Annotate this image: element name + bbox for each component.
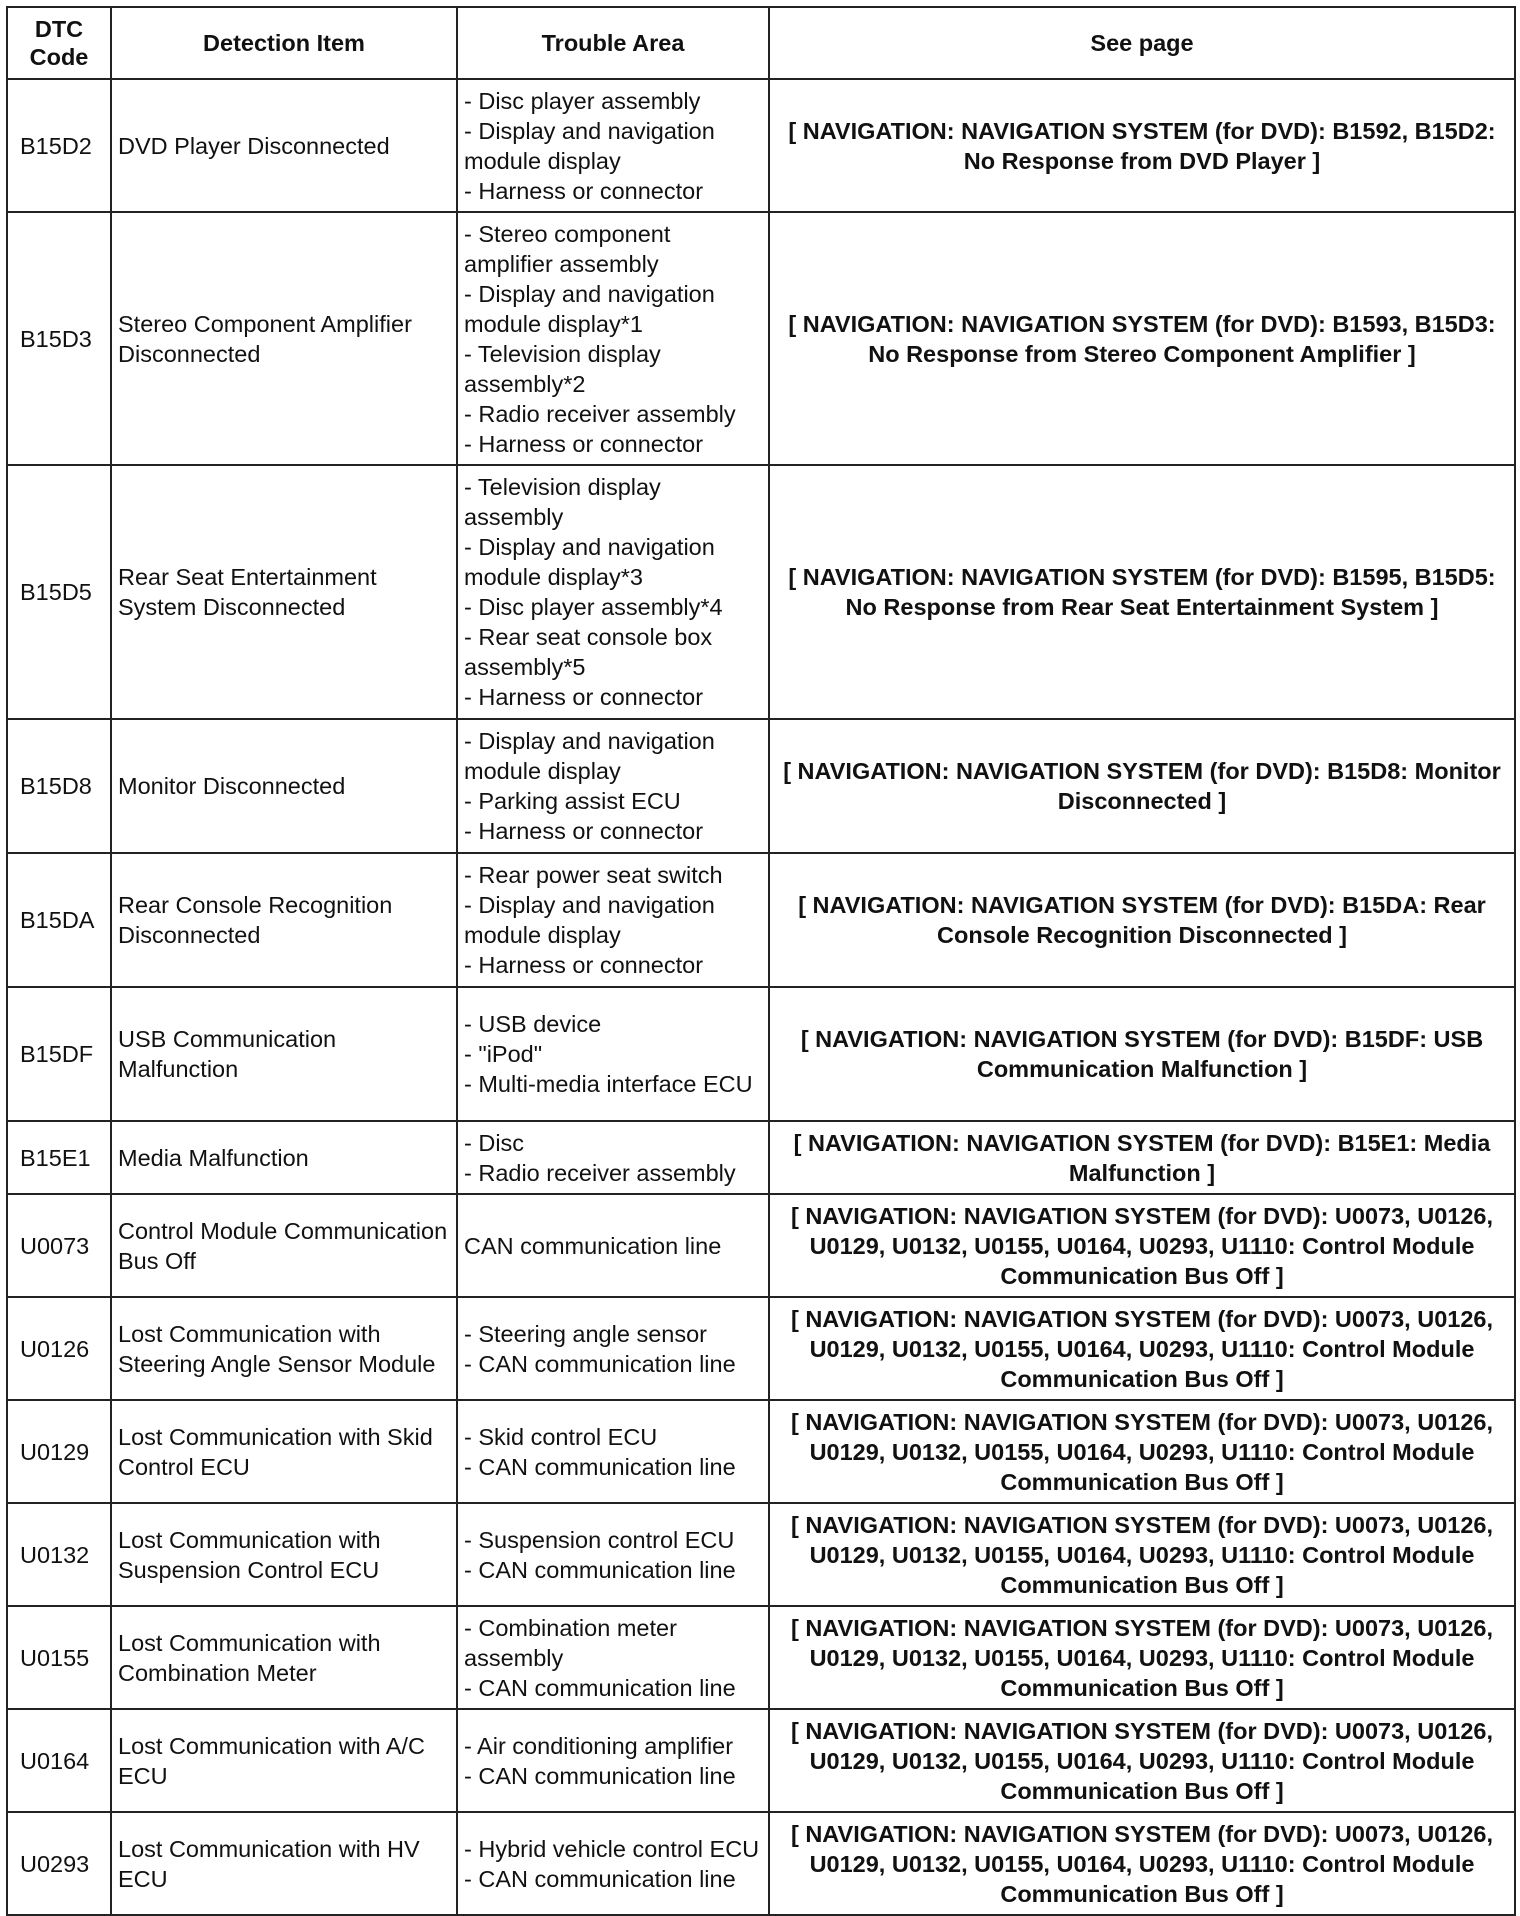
trouble-area-cell <box>457 79 769 212</box>
trouble-area-cell <box>457 987 769 1121</box>
see-page-link[interactable]: [ NAVIGATION: NAVIGATION SYSTEM (for DVD): U0073, U0126, U0129, U0132, U0155, U0164, U0293, U1110: Control Module Communication Bus Off ] <box>769 1812 1515 1915</box>
see-page-link[interactable]: [ NAVIGATION: NAVIGATION SYSTEM (for DVD): B1593, B15D3: No Response from Stereo Component Amplifier ] <box>769 212 1515 465</box>
trouble-area-cell <box>457 1194 769 1297</box>
dtc-code-cell: U0129 <box>7 1400 111 1503</box>
detection-item-cell: Monitor Disconnected <box>111 719 457 853</box>
trouble-area-item: - Steering angle sensor <box>464 1320 707 1347</box>
trouble-area-item: - Air conditioning amplifier <box>464 1732 734 1759</box>
trouble-area-item: - Television display assembly*2 <box>464 340 661 397</box>
dtc-code-cell: U0293 <box>7 1812 111 1915</box>
see-page-link[interactable]: [ NAVIGATION: NAVIGATION SYSTEM (for DVD): U0073, U0126, U0129, U0132, U0155, U0164, U0293, U1110: Control Module Communication Bus Off ] <box>769 1297 1515 1400</box>
see-page-link[interactable]: [ NAVIGATION: NAVIGATION SYSTEM (for DVD): B1595, B15D5: No Response from Rear Seat Entertainment System ] <box>769 465 1515 719</box>
see-page-link[interactable]: [ NAVIGATION: NAVIGATION SYSTEM (for DVD): B15D8: Monitor Disconnected ] <box>769 719 1515 853</box>
trouble-area-item: - Disc player assembly*4 <box>464 594 723 620</box>
header-row <box>7 7 1515 79</box>
header-trouble-area: Trouble Area <box>457 7 769 79</box>
see-page-link[interactable]: [ NAVIGATION: NAVIGATION SYSTEM (for DVD): B15DA: Rear Console Recognition Disconnected ] <box>769 853 1515 987</box>
see-page-link[interactable]: [ NAVIGATION: NAVIGATION SYSTEM (for DVD): B15DF: USB Communication Malfunction ] <box>769 987 1515 1121</box>
detection-item-cell: Stereo Component Amplifier Disconnected <box>111 212 457 465</box>
see-page-link[interactable]: [ NAVIGATION: NAVIGATION SYSTEM (for DVD): B15E1: Media Malfunction ] <box>769 1121 1515 1194</box>
header-dtc-code: DTC Code <box>7 7 111 79</box>
trouble-area-cell <box>457 853 769 987</box>
dtc-code-cell: U0155 <box>7 1606 111 1709</box>
trouble-area-cell <box>457 1297 769 1400</box>
dtc-code-cell: B15D3 <box>7 212 111 465</box>
detection-item-cell: Control Module Communication Bus Off <box>111 1194 457 1297</box>
trouble-area-item: - Display and navigation module display <box>464 892 715 948</box>
detection-item-cell: Media Malfunction <box>111 1121 457 1194</box>
table-header <box>7 7 1515 79</box>
dtc-code-cell: B15D2 <box>7 79 111 212</box>
header-see-page: See page <box>769 7 1515 79</box>
trouble-area-item: - Display and navigation module display*3 <box>464 534 715 590</box>
dtc-code-cell: B15DF <box>7 987 111 1121</box>
table-row <box>7 1121 1515 1194</box>
trouble-area-cell <box>457 719 769 853</box>
table-row <box>7 1297 1515 1400</box>
table-body <box>7 79 1515 1915</box>
trouble-area-item: - Parking assist ECU <box>464 788 681 814</box>
trouble-area-item: - Display and navigation module display*1 <box>464 280 715 337</box>
trouble-area-item: CAN communication line <box>464 1232 722 1259</box>
trouble-area-item: - Harness or connector <box>464 684 704 710</box>
trouble-area-item: - Television display assembly <box>464 474 661 530</box>
trouble-area-item: - Radio receiver assembly <box>464 1159 736 1186</box>
trouble-area-cell <box>457 1503 769 1606</box>
trouble-area-item: - "iPod" <box>464 1041 543 1067</box>
dtc-code-cell: U0126 <box>7 1297 111 1400</box>
see-page-link[interactable]: [ NAVIGATION: NAVIGATION SYSTEM (for DVD): U0073, U0126, U0129, U0132, U0155, U0164, U0293, U1110: Control Module Communication Bus Off ] <box>769 1606 1515 1709</box>
trouble-area-item: - CAN communication line <box>464 1350 736 1377</box>
table-row <box>7 1400 1515 1503</box>
trouble-area-item: - Disc <box>464 1129 525 1156</box>
table-row <box>7 465 1515 719</box>
trouble-area-item: - Stereo component amplifier assembly <box>464 220 671 277</box>
trouble-area-cell <box>457 1812 769 1915</box>
table-row <box>7 1503 1515 1606</box>
table-row <box>7 853 1515 987</box>
see-page-link[interactable]: [ NAVIGATION: NAVIGATION SYSTEM (for DVD): U0073, U0126, U0129, U0132, U0155, U0164, U0293, U1110: Control Module Communication Bus Off ] <box>769 1503 1515 1606</box>
trouble-area-item: - Multi-media interface ECU <box>464 1071 753 1097</box>
trouble-area-cell <box>457 1606 769 1709</box>
detection-item-cell: Lost Communication with HV ECU <box>111 1812 457 1915</box>
detection-item-cell: USB Communication Malfunction <box>111 987 457 1121</box>
detection-item-cell: Lost Communication with Combination Meter <box>111 1606 457 1709</box>
table-row <box>7 987 1515 1121</box>
trouble-area-item: - CAN communication line <box>464 1453 736 1480</box>
trouble-area-item: - Disc player assembly <box>464 87 701 114</box>
table-row <box>7 1709 1515 1812</box>
header-detection-item: Detection Item <box>111 7 457 79</box>
dtc-code-cell: U0164 <box>7 1709 111 1812</box>
see-page-link[interactable]: [ NAVIGATION: NAVIGATION SYSTEM (for DVD): U0073, U0126, U0129, U0132, U0155, U0164, U0293, U1110: Control Module Communication Bus Off ] <box>769 1400 1515 1503</box>
detection-item-cell: Rear Console Recognition Disconnected <box>111 853 457 987</box>
dtc-code-cell: U0132 <box>7 1503 111 1606</box>
detection-item-cell: Lost Communication with Suspension Control ECU <box>111 1503 457 1606</box>
detection-item-cell: Lost Communication with Skid Control ECU <box>111 1400 457 1503</box>
dtc-code-cell: B15D8 <box>7 719 111 853</box>
trouble-area-item: - USB device <box>464 1011 602 1037</box>
table-row <box>7 719 1515 853</box>
dtc-code-cell: B15DA <box>7 853 111 987</box>
trouble-area-cell <box>457 1400 769 1503</box>
dtc-code-cell: U0073 <box>7 1194 111 1297</box>
trouble-area-item: - CAN communication line <box>464 1865 736 1892</box>
trouble-area-item: - Rear power seat switch <box>464 862 723 888</box>
detection-item-cell: Lost Communication with A/C ECU <box>111 1709 457 1812</box>
trouble-area-item: - Suspension control ECU <box>464 1526 735 1553</box>
trouble-area-cell <box>457 465 769 719</box>
see-page-link[interactable]: [ NAVIGATION: NAVIGATION SYSTEM (for DVD): B1592, B15D2: No Response from DVD Player ] <box>769 79 1515 212</box>
trouble-area-item: - Combination meter assembly <box>464 1614 677 1671</box>
trouble-area-item: - Display and navigation module display <box>464 117 715 174</box>
trouble-area-item: - Hybrid vehicle control ECU <box>464 1835 760 1862</box>
dtc-code-cell: B15E1 <box>7 1121 111 1194</box>
trouble-area-item: - Display and navigation module display <box>464 728 715 784</box>
trouble-area-item: - CAN communication line <box>464 1762 736 1789</box>
trouble-area-item: - Harness or connector <box>464 818 704 844</box>
see-page-link[interactable]: [ NAVIGATION: NAVIGATION SYSTEM (for DVD): U0073, U0126, U0129, U0132, U0155, U0164, U0293, U1110: Control Module Communication Bus Off ] <box>769 1194 1515 1297</box>
table-row <box>7 1812 1515 1915</box>
trouble-area-item: - Radio receiver assembly <box>464 400 736 427</box>
table-row <box>7 212 1515 465</box>
detection-item-cell: Rear Seat Entertainment System Disconnected <box>111 465 457 719</box>
table-row <box>7 1606 1515 1709</box>
trouble-area-item: - Harness or connector <box>464 177 704 204</box>
dtc-table <box>6 6 1516 1916</box>
trouble-area-cell <box>457 1121 769 1194</box>
detection-item-cell: Lost Communication with Steering Angle Sensor Module <box>111 1297 457 1400</box>
see-page-link[interactable]: [ NAVIGATION: NAVIGATION SYSTEM (for DVD): U0073, U0126, U0129, U0132, U0155, U0164, U0293, U1110: Control Module Communication Bus Off ] <box>769 1709 1515 1812</box>
table-row <box>7 1194 1515 1297</box>
trouble-area-item: - CAN communication line <box>464 1556 736 1583</box>
trouble-area-item: - Skid control ECU <box>464 1423 658 1450</box>
trouble-area-cell <box>457 1709 769 1812</box>
trouble-area-item: - Rear seat console box assembly*5 <box>464 624 713 680</box>
table-row <box>7 79 1515 212</box>
trouble-area-item: - Harness or connector <box>464 952 704 978</box>
trouble-area-item: - Harness or connector <box>464 430 704 457</box>
trouble-area-item: - CAN communication line <box>464 1674 736 1701</box>
detection-item-cell: DVD Player Disconnected <box>111 79 457 212</box>
trouble-area-cell <box>457 212 769 465</box>
dtc-code-cell: B15D5 <box>7 465 111 719</box>
